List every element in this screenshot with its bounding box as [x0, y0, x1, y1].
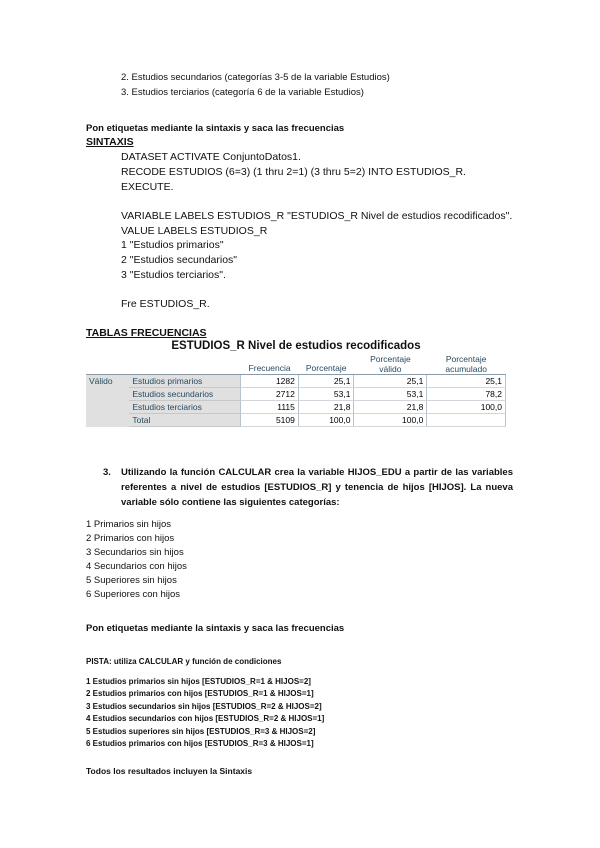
table-row	[86, 414, 506, 427]
cell-acumulado	[427, 414, 506, 427]
row-label: Estudios secundarios	[129, 388, 240, 401]
list-item: 6 Superiores con hijos	[86, 589, 180, 600]
question-line: Utilizando la función CALCULAR crea la variable HIJOS_EDU a partir de las variables	[121, 467, 513, 478]
row-label: Total	[129, 414, 240, 427]
cell-porcentaje: 100,0	[298, 414, 354, 427]
syntax-line: 1 "Estudios primarios"	[121, 239, 224, 251]
col-header-acumulado: Porcentaje acumulado	[427, 354, 506, 375]
syntax-line: DATASET ACTIVATE ConjuntoDatos1.	[121, 151, 301, 163]
syntax-line: VARIABLE LABELS ESTUDIOS_R "ESTUDIOS_R Nivel de estudios recodificados".	[121, 210, 513, 222]
col-header-valido: Porcentaje válido	[354, 354, 427, 375]
footer-note: Todos los resultados incluyen la Sintaxis	[86, 766, 253, 776]
col-header-frecuencia: Frecuencia	[241, 354, 299, 375]
list-item: 6 Estudios primarios con hijos [ESTUDIOS_R=3 & HIJOS=1]	[86, 739, 314, 748]
question-number: 3.	[103, 467, 111, 478]
cell-acumulado: 25,1	[427, 375, 506, 388]
list-item: 2 Estudios primarios con hijos [ESTUDIOS_R=1 & HIJOS=1]	[86, 689, 314, 698]
cell-frecuencia: 5109	[241, 414, 299, 427]
syntax-line: 3 "Estudios terciarios".	[121, 269, 226, 281]
question-line: referentes a nivel de estudios [ESTUDIOS_R] y tenencia de hijos [HIJOS]. La nueva	[121, 482, 513, 493]
list-item: 4 Estudios secundarios con hijos [ESTUDIOS_R=2 & HIJOS=1]	[86, 714, 325, 723]
cell-valido: 100,0	[354, 414, 427, 427]
table-row	[86, 388, 506, 401]
syntax-line: 2 "Estudios secundarios"	[121, 254, 238, 266]
row-label: Estudios terciarios	[129, 401, 240, 414]
syntax-line: EXECUTE.	[121, 181, 174, 193]
cell-frecuencia: 2712	[241, 388, 299, 401]
group-label: Válido	[86, 375, 129, 388]
cell-porcentaje: 21,8	[298, 401, 354, 414]
row-label: Estudios primarios	[129, 375, 240, 388]
list-item: 3. Estudios terciarios (categoría 6 de la variable Estudios)	[121, 87, 364, 98]
list-item: 2. Estudios secundarios (categorías 3-5 de la variable Estudios)	[121, 72, 390, 83]
tables-label: TABLAS FRECUENCIAS	[86, 327, 207, 339]
list-item: 5 Estudios superiores sin hijos [ESTUDIOS_R=3 & HIJOS=2]	[86, 727, 316, 736]
list-item: 3 Secundarios sin hijos	[86, 547, 184, 558]
list-item: 1 Estudios primarios sin hijos [ESTUDIOS_R=1 & HIJOS=2]	[86, 677, 311, 686]
cell-porcentaje: 53,1	[298, 388, 354, 401]
list-item: 5 Superiores sin hijos	[86, 575, 177, 586]
list-item: 2 Primarios con hijos	[86, 533, 175, 544]
cell-valido: 25,1	[354, 375, 427, 388]
syntax-line: VALUE LABELS ESTUDIOS_R	[121, 225, 268, 237]
syntax-line: Fre ESTUDIOS_R.	[121, 298, 210, 310]
cell-frecuencia: 1282	[241, 375, 299, 388]
cell-acumulado: 78,2	[427, 388, 506, 401]
list-item: 3 Estudios secundarios sin hijos [ESTUDIOS_R=2 & HIJOS=2]	[86, 702, 322, 711]
table-row	[86, 401, 506, 414]
col-header-porcentaje: Porcentaje	[298, 354, 354, 375]
cell-valido: 21,8	[354, 401, 427, 414]
sintaxis-label: SINTAXIS	[86, 136, 134, 148]
cell-porcentaje: 25,1	[298, 375, 354, 388]
table-row	[86, 375, 506, 388]
list-item: 1 Primarios sin hijos	[86, 519, 171, 530]
list-item: 4 Secundarios con hijos	[86, 561, 187, 572]
cell-acumulado: 100,0	[427, 401, 506, 414]
hint-text: PISTA: utiliza CALCULAR y función de condiciones	[86, 657, 282, 666]
section-heading: Pon etiquetas mediante la sintaxis y saca las frecuencias	[86, 123, 345, 134]
cell-valido: 53,1	[354, 388, 427, 401]
question-line: variable sólo contiene las siguientes categorías:	[121, 497, 340, 508]
syntax-line: RECODE ESTUDIOS (6=3) (1 thru 2=1) (3 thru 5=2) INTO ESTUDIOS_R.	[121, 166, 466, 178]
table-title: ESTUDIOS_R Nivel de estudios recodificados	[171, 340, 421, 352]
section-heading: Pon etiquetas mediante la sintaxis y saca las frecuencias	[86, 623, 345, 634]
cell-frecuencia: 1115	[241, 401, 299, 414]
